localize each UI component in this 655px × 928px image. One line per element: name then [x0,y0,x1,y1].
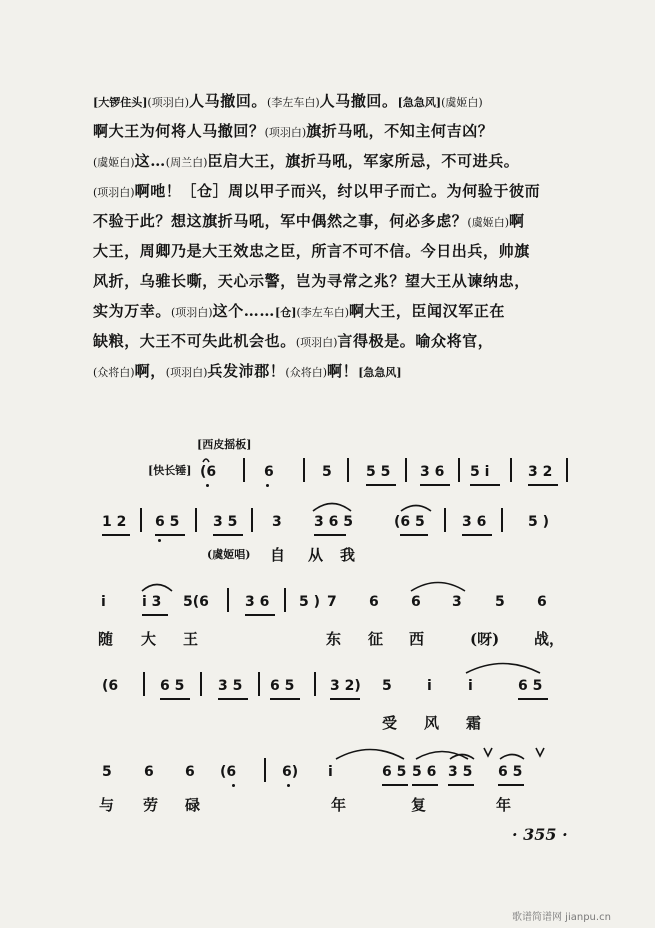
dialogue-text: 啊大王为何将人马撤回？ [93,122,265,140]
note: 6 5 [382,764,407,780]
dialogue-text: 言得极是。喻众将官， [337,332,494,350]
dialogue-text: 旗折马吼，不知主何吉凶？ [306,122,494,140]
note: 5 ) [528,514,550,530]
singer-label: (虞姬唱) [207,548,251,561]
slur [142,585,172,592]
note: 6) [282,764,299,780]
note: 6 5 [518,678,543,694]
section-label: [西皮摇板] [197,438,252,451]
role-tag: (李左车白) [296,306,350,319]
note: 5 [102,764,112,780]
role-tag: (周兰白) [165,156,208,169]
note: i 3 [142,594,162,610]
role-tag: (项羽白) [264,126,307,139]
breath-mark [536,748,544,756]
note: 6 [264,464,274,480]
lyric: 碌 [185,796,201,814]
role-tag: (项羽白) [171,306,213,319]
note: 3 [452,594,462,610]
dialogue-text: 兵发沛郡！ [207,362,286,380]
slur [411,583,465,592]
lyric: 我 [340,546,356,564]
note: i [101,594,106,610]
dialogue-text: 风折，乌骓长嘶，天心示警，岂为寻常之兆？望大王从谏纳忠， [93,272,530,290]
percussion-cue: [急急风] [397,96,442,109]
note: 6 [537,594,547,610]
percussion-cue: [大锣住头] [93,96,148,109]
page-number: · 355 · [512,825,568,844]
slur [466,664,540,674]
note: (6 [102,678,119,694]
lyric: 战， [534,630,565,648]
lyric: 与 [99,796,115,814]
dialogue-text: 啊， [134,362,166,380]
dialogue-text: 不验于此？想这旗折马吼，军中偶然之事，何必多虑？ [93,212,468,230]
note: 6 [369,594,379,610]
lyric: 随 [98,630,114,648]
slur [313,504,351,512]
note: 7 [327,594,337,610]
role-tag: (项羽白) [93,186,135,199]
lyric: 年 [496,796,512,814]
note: 3 6 [420,464,445,480]
lyric: 从 [308,546,324,564]
note: 6 5 [270,678,295,694]
note: 5 [495,594,505,610]
dialogue-text: 实为万幸。 [93,302,172,320]
slur [203,459,209,462]
lyric: 西 [409,630,425,648]
dialogue-text: 这个…… [212,302,276,320]
note: 3 6 5 [314,514,353,530]
role-tag: (众将白) [285,366,327,379]
note: 6 [144,764,154,780]
lyric: 劳 [143,796,159,814]
dialogue-text: 啊！ [327,362,359,380]
lyric: 年 [331,796,347,814]
breath-mark [484,748,492,756]
role-tag: (李左车白) [267,96,320,109]
lyric: (呀) [470,630,500,648]
note: 3 6 [462,514,487,530]
tempo-label: [快长锤] [148,464,192,477]
lyric: 征 [368,630,384,648]
lyric: 王 [183,630,199,648]
note: 3 [272,514,282,530]
dialogue-text: 啊吔！［仓］周以甲子而兴，纣以甲子而亡。为何验于彼而 [134,182,541,200]
note: i [427,678,432,694]
note: 6 5 [498,764,523,780]
slur [500,755,524,760]
percussion-cue: [仓] [275,306,297,319]
role-tag: (项羽白) [165,366,208,379]
note: i [328,764,333,780]
note: 5 i [470,464,490,480]
note: 5(6 [183,594,209,610]
role-tag: (虞姬白) [441,96,483,109]
note: 6 [411,594,421,610]
note: (6 [200,464,217,480]
note: 3 5 [213,514,238,530]
role-tag: (项羽白) [147,96,190,109]
dialogue-text: 臣启大王，旗折马吼，军家所忌，不可进兵。 [207,152,520,170]
lyric: 受 [382,714,398,732]
note: 5 ) [299,594,321,610]
lyric: 自 [270,546,286,564]
note: 5 6 [412,764,437,780]
dialogue-text: 大王，周卿乃是大王效忠之臣，所言不可不信。今日出兵，帅旗 [93,242,530,260]
role-tag: (项羽白) [295,336,338,349]
note: 6 [185,764,195,780]
note: 6 5 [155,514,180,530]
note: 5 [382,678,392,694]
percussion-cue: [急急风] [358,366,402,379]
lyric: 霜 [466,714,482,732]
note: 3 2 [528,464,553,480]
lyric: 东 [326,630,342,648]
note: 3 5 [218,678,243,694]
role-tag: (虞姬白) [93,156,135,169]
note: i [468,678,473,694]
role-tag: (虞姬白) [467,216,509,229]
note: 5 [322,464,332,480]
dialogue-text: 人马撤回。 [189,92,268,110]
slur [401,506,431,512]
dialogue-text: 啊大王，臣闻汉军正在 [349,302,506,320]
note: 3 2) [330,678,361,694]
lyric: 风 [424,714,440,732]
lyric: 复 [411,796,427,814]
note: (6 5 [394,514,425,530]
dialogue-text: 这… [134,152,166,170]
role-tag: (众将白) [93,366,135,379]
dialogue-text: 人马撤回。 [319,92,398,110]
note: 3 6 [245,594,270,610]
dialogue-text: 啊 [509,212,525,230]
lyric: 大 [141,630,157,648]
note: (6 [220,764,237,780]
slur [336,750,404,760]
note: 5 5 [366,464,391,480]
note: 1 2 [102,514,127,530]
dialogue-text: 缺粮，大王不可失此机会也。 [93,332,296,350]
watermark: 歌谱简谱网 jianpu.cn [512,912,611,923]
note: 6 5 [160,678,185,694]
note: 3 5 [448,764,473,780]
